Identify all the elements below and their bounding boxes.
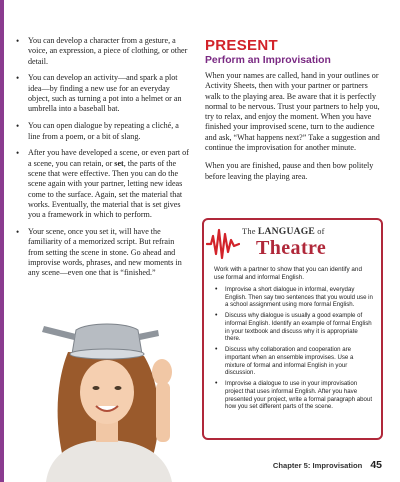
paragraph: When you are finished, pause and then bow politely before leaving the playing area. <box>205 161 374 181</box>
paragraph: When your names are called, hand in your outlines or Activity Sheets, then with your partner or partners walk to the playing area. Be aware that it is perfectly normal to be nervous. Trust your partners to help you, try to relax, and enjoy the moment. When you have finished your improvised scene, turn to the audience and ask, “What happens next?” Take a suggestion and continue the improvisation for another minute. <box>205 71 380 153</box>
list-item: • You can open dialogue by repeating a cliché, a line from a poem, or a bit of slang. <box>14 121 192 142</box>
hand-shape <box>152 359 172 385</box>
left-column <box>14 36 192 285</box>
language-box-list <box>204 286 381 411</box>
language-of-theatre-box <box>202 218 383 440</box>
set-term: set <box>114 158 124 168</box>
eye-right <box>115 386 122 390</box>
arm-shape <box>156 382 170 442</box>
page-number: 45 <box>370 459 382 471</box>
section-subtitle: Perform an Improvisation <box>205 55 331 66</box>
pot-rim <box>70 349 144 359</box>
list-item: • You can develop a character from a gesture, a voice, an expression, a piece of clothing, or other detail. <box>14 36 192 67</box>
language-box-title-small <box>242 226 325 237</box>
tips-list <box>14 36 192 279</box>
set-text-after: , the parts of the scene that were effective. Then you can do the scene again with your partner, letting new ideas come to the surface. Again, set the material that works. Eventually, the material that is set gives you a framework in which to perform. <box>28 158 183 220</box>
language-box-intro: Work with a partner to show that you can identify and use formal and informal English. <box>214 266 362 281</box>
pot-handle <box>42 326 76 340</box>
title-the: The <box>242 227 258 236</box>
chapter-label: Chapter 5: Improvisation <box>272 461 363 470</box>
list-item: • Improvise a short dialogue in informal, everyday English. Then say two sentences that you would use in a school assignment using more formal English. <box>214 286 373 309</box>
language-box-header <box>204 220 381 266</box>
page-footer <box>210 455 382 473</box>
eye-left <box>93 386 100 390</box>
list-item <box>14 148 192 220</box>
list-item: • Discuss why collaboration and cooperation are important when an ensemble improvises. Use a mixture of formal and informal English in your discussion. <box>214 346 373 376</box>
right-column <box>205 38 383 182</box>
page-edge-strip <box>0 0 4 482</box>
list-item: • You can develop an activity—and spark a plot idea—by finding a new use for an everyday object, such as turning a pot into a helmet or an umbrella into a baseball bat. <box>14 73 192 114</box>
list-item: • Your scene, once you set it, will have the familiarity of a memorized script. But refrain from setting the scene in stone. Go ahead and improvise words, phrases, and new moments in any scene—even one that is “finished.” <box>14 227 192 278</box>
list-item: • Discuss why dialogue is usually a good example of informal English. Identify an example of formal English in your textbook and discuss why it is appropriate there. <box>214 312 373 342</box>
list-item: • Improvise a dialogue to use in your improvisation project that uses informal English. After you have presented your project, write a formal paragraph about how you set different parts of the scene. <box>214 380 373 410</box>
set-text-before: After you have developed a scene, or even part of a scene, you can retain, or <box>28 148 189 168</box>
title-language: LANGUAGE <box>257 226 315 237</box>
student-photo <box>16 312 198 482</box>
pot-handle-right <box>138 330 159 340</box>
language-box-title-theatre: Theatre <box>256 237 327 259</box>
section-title: PRESENT <box>205 37 278 54</box>
face-shape <box>80 360 134 424</box>
title-of: of <box>314 227 325 236</box>
sound-wave-icon <box>206 226 240 262</box>
